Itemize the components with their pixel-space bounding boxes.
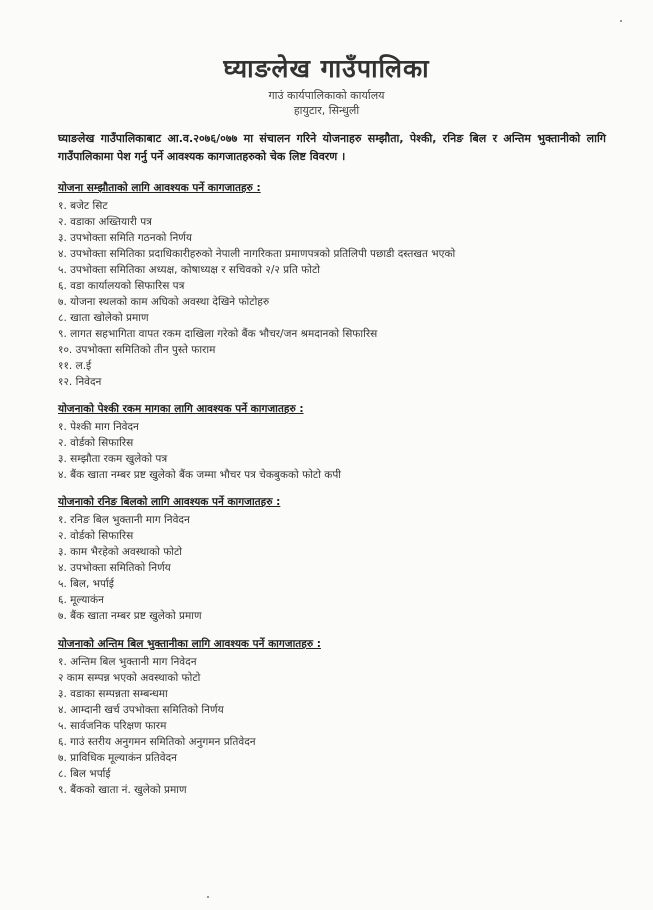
list-item: २. वोर्डको सिफारिस [58, 530, 134, 542]
list-item: ३. सम्झौता रकम खुलेको पत्र [58, 453, 168, 465]
scan-speck [620, 20, 622, 22]
list-item: ११. ल.ई [58, 360, 92, 372]
list-item: ३. वडाका सम्पन्नता सम्बन्धमा [58, 688, 168, 700]
intro-paragraph: घ्याङलेख गाउँपालिकाबाट आ.व.२०७६/०७७ मा संचालन गरिने योजनाहरु सम्झौता, पेश्की, रनिङ बिल र अन्तिम भुक्तानीको लागि गाउँपालिकामा पेश गर्नु पर्ने आवश्यक कागजातहरुको चेक लिष्ट विवरण । [58, 132, 606, 163]
office-address: हायुटार, सिन्धुली [293, 104, 360, 117]
list-item: ८. बिल भर्पाई [58, 768, 111, 780]
section-heading: योजनाको पेश्की रकम मागका लागि आवश्यक पर्ने कागजातहरु : [58, 403, 304, 415]
scan-speck [207, 896, 209, 898]
page-title: घ्याङलेख गाउँपालिका [223, 54, 430, 83]
list-item: ६. गाउं स्तरीय अनुगमन समितिको अनुगमन प्रतिवेदन [58, 736, 256, 748]
list-item: १. बजेट सिट [58, 200, 108, 212]
section-heading: योजनाको अन्तिम बिल भुक्तानीका लागि आवश्यक पर्ने कागजातहरु : [58, 638, 321, 650]
section-heading: योजनाको रनिङ बिलको लागि आवश्यक पर्ने कागजातहरु : [58, 496, 281, 508]
list-item: ६. मूल्याकंन [58, 594, 104, 606]
office-name: गाउं कार्यपालिकाको कार्यालय [268, 89, 385, 102]
list-item: ६. वडा कार्यालयको सिफारिस पत्र [58, 280, 185, 292]
list-item: १०. उपभोक्ता समितिको तीन पुस्ते फाराम [58, 344, 216, 356]
list-item: ८. खाता खोलेको प्रमाण [58, 312, 149, 324]
list-item: २. वोर्डको सिफारिस [58, 437, 134, 449]
list-item: ९. बैंकको खाता नं. खुलेको प्रमाण [58, 784, 187, 796]
section-advance-documents [58, 401, 618, 483]
list-item: १२. निवेदन [58, 376, 102, 388]
list-item: २ काम सम्पन्न भएको अवस्थाको फोटो [58, 672, 201, 684]
list-item: ७. प्राविधिक मूल्याकंन प्रतिवेदन [58, 752, 178, 764]
list-item: १. अन्तिम बिल भुक्तानी माग निवेदन [58, 656, 197, 668]
list-item: ७. बैंक खाता नम्बर प्रष्ट खुलेको प्रमाण [58, 610, 202, 622]
list-item: ९. लागत सहभागिता वापत रकम दाखिला गरेको बैंक भौचर/जन श्रमदानको सिफारिस [58, 328, 378, 340]
list-item: ४. उपभोक्ता समितिका प्रदाधिकारीहरुको नेपाली नागरिकता प्रमाणपत्रको प्रतिलिपी पछाडी दस्तखत भएको [58, 248, 456, 260]
letterhead [0, 54, 653, 118]
section-final-payment-documents [58, 636, 618, 798]
section-heading: योजना सम्झौताको लागि आवश्यक पर्ने कागजातहरु : [58, 182, 261, 194]
list-item: ३. काम भैरहेको अवस्थाको फोटो [58, 546, 183, 558]
section-agreement-documents [58, 180, 618, 390]
list-item: १. रनिङ बिल भुक्तानी माग निवेदन [58, 514, 190, 526]
list-item: ७. योजना स्थलको काम अघिको अवस्था देखिने फोटोहरु [58, 296, 270, 308]
list-item: ४. उपभोक्ता समितिको निर्णय [58, 562, 171, 574]
list-item: १. पेश्की माग निवेदन [58, 421, 139, 433]
list-item: ३. उपभोक्ता समिति गठनको निर्णय [58, 232, 192, 244]
list-item: ५. सार्वजनिक परिक्षण फारम [58, 720, 167, 732]
list-item: २. वडाका अख्तियारी पत्र [58, 216, 152, 228]
list-item: ४. बैंक खाता नम्बर प्रष्ट खुलेको बैंक जम्मा भौचर पत्र चेकबुकको फोटो कपी [58, 469, 342, 481]
section-running-bill-documents [58, 494, 618, 624]
list-item: ५. उपभोक्ता समितिका अध्यक्ष, कोषाध्यक्ष र सचिवको २/२ प्रति फोटो [58, 264, 321, 276]
list-item: ४. आम्दानी खर्च उपभोक्ता समितिको निर्णय [58, 704, 224, 716]
list-item: ५. बिल, भर्पाई [58, 578, 114, 590]
